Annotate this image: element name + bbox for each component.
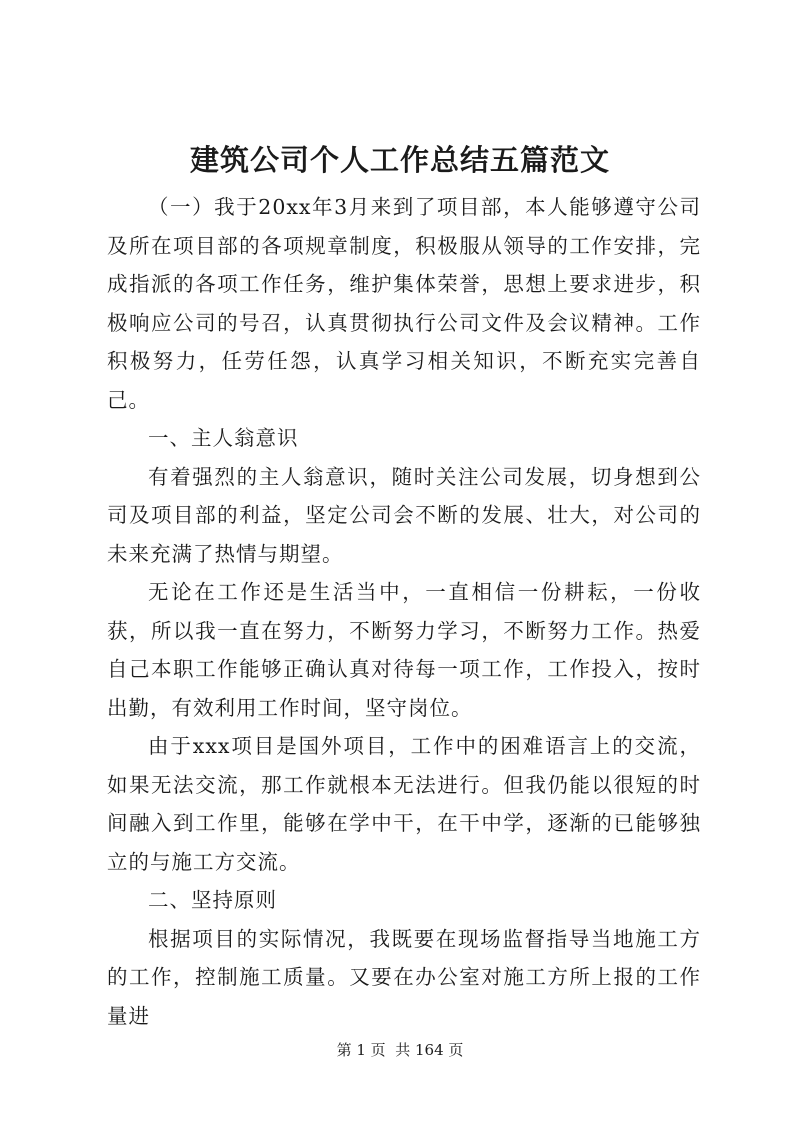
section-heading-ownership: 一、主人翁意识	[148, 426, 299, 450]
paragraph-project: 由于xxx项目是国外项目，工作中的困难语言上的交流，如果无法交流，那工作就根本无法进行。但我仍能以很短的时间融入到工作里，能够在学中干，在干中学，逐渐的已能够独立的与施工方交流。	[107, 734, 701, 874]
section-heading-principles: 二、坚持原则	[148, 888, 277, 912]
paragraph-principles: 根据项目的实际情况，我既要在现场监督指导当地施工方的工作，控制施工质量。又要在办公室对施工方所上报的工作量进	[107, 926, 701, 1028]
document-body	[107, 188, 701, 1035]
page-total: 共 164 页	[395, 1041, 464, 1059]
document-title: 建筑公司个人工作总结五篇范文	[189, 143, 610, 177]
page-number: 第 1 页	[336, 1041, 386, 1059]
paragraph-intro: （一）我于20xx年3月来到了项目部，本人能够遵守公司及所在项目部的各项规章制度，积极服从领导的工作安排，完成指派的各项工作任务，维护集体荣誉，思想上要求进步，积极响应公司的号召，认真贯彻执行公司文件及会议精神。工作积极努力，任劳任怨，认真学习相关知识，不断充实完善自己。	[107, 195, 701, 412]
paragraph-ownership: 有着强烈的主人翁意识，随时关注公司发展，切身想到公司及项目部的利益，坚定公司会不断的发展、壮大，对公司的未来充满了热情与期望。	[107, 464, 701, 566]
paragraph-effort: 无论在工作还是生活当中，一直相信一份耕耘，一份收获，所以我一直在努力，不断努力学习，不断努力工作。热爱自己本职工作能够正确认真对待每一项工作，工作投入，按时出勤，有效利用工作时间，坚守岗位。	[107, 580, 701, 720]
page-footer	[0, 1040, 800, 1060]
